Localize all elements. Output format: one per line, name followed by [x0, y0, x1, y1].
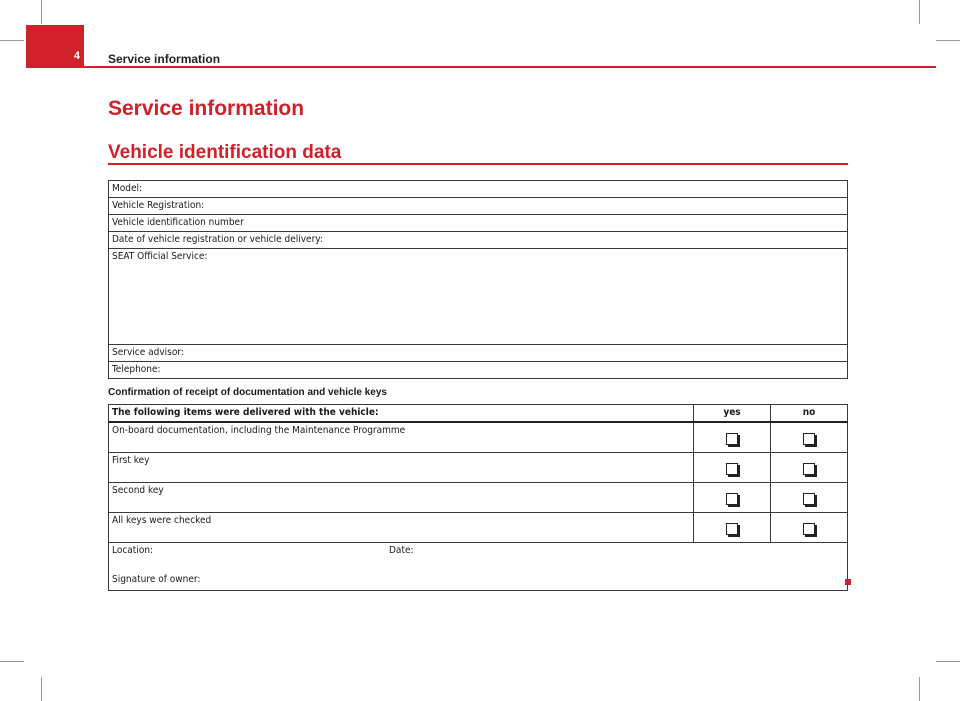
crop-mark — [41, 0, 42, 24]
checklist-header-label: The following items were delivered with the vehicle: — [109, 405, 694, 423]
crop-mark — [41, 677, 42, 701]
section-rule — [108, 163, 848, 165]
checkbox-icon[interactable] — [803, 493, 815, 505]
crop-mark — [936, 40, 960, 41]
field-official-service[interactable]: SEAT Official Service: — [109, 249, 848, 345]
checkbox-icon[interactable] — [726, 523, 738, 535]
checkbox-yes[interactable] — [694, 483, 771, 513]
checkbox-no[interactable] — [771, 513, 848, 543]
checkbox-no[interactable] — [771, 483, 848, 513]
crop-mark — [936, 661, 960, 662]
checkbox-no[interactable] — [771, 453, 848, 483]
field-delivery-date[interactable]: Date of vehicle registration or vehicle delivery: — [109, 232, 848, 249]
checklist-item: First key — [109, 453, 694, 483]
checklist-header-yes: yes — [694, 405, 771, 423]
checkbox-icon[interactable] — [803, 523, 815, 535]
checkbox-yes[interactable] — [694, 453, 771, 483]
field-telephone[interactable]: Telephone: — [109, 362, 848, 379]
field-registration[interactable]: Vehicle Registration: — [109, 198, 848, 215]
crop-mark — [0, 40, 24, 41]
checklist-item: All keys were checked — [109, 513, 694, 543]
end-of-section-mark — [845, 579, 851, 585]
crop-mark — [919, 0, 920, 24]
delivery-checklist-table — [108, 404, 848, 591]
checkbox-icon[interactable] — [726, 433, 738, 445]
location-label: Location: — [112, 545, 154, 556]
signature-label: Signature of owner: — [112, 574, 201, 585]
section-title: Vehicle identification data — [108, 142, 342, 163]
crop-mark — [919, 677, 920, 701]
field-model[interactable]: Model: — [109, 181, 848, 198]
field-vin[interactable]: Vehicle identification number — [109, 215, 848, 232]
checkbox-yes[interactable] — [694, 422, 771, 453]
header-rule — [26, 66, 936, 68]
checklist-header-no: no — [771, 405, 848, 423]
checkbox-yes[interactable] — [694, 513, 771, 543]
checkbox-icon[interactable] — [803, 433, 815, 445]
checklist-item: On-board documentation, including the Maintenance Programme — [109, 422, 694, 453]
page-title: Service information — [108, 97, 305, 120]
signature-block[interactable] — [109, 543, 848, 591]
vehicle-data-table — [108, 180, 848, 379]
checkbox-icon[interactable] — [803, 463, 815, 475]
confirmation-title: Confirmation of receipt of documentation and vehicle keys — [108, 387, 387, 398]
checkbox-no[interactable] — [771, 422, 848, 453]
checkbox-icon[interactable] — [726, 463, 738, 475]
page-number: 4 — [26, 25, 84, 66]
crop-mark — [0, 661, 24, 662]
date-label: Date: — [389, 545, 414, 556]
checklist-item: Second key — [109, 483, 694, 513]
checkbox-icon[interactable] — [726, 493, 738, 505]
running-head: Service information — [108, 52, 221, 66]
field-service-advisor[interactable]: Service advisor: — [109, 345, 848, 362]
